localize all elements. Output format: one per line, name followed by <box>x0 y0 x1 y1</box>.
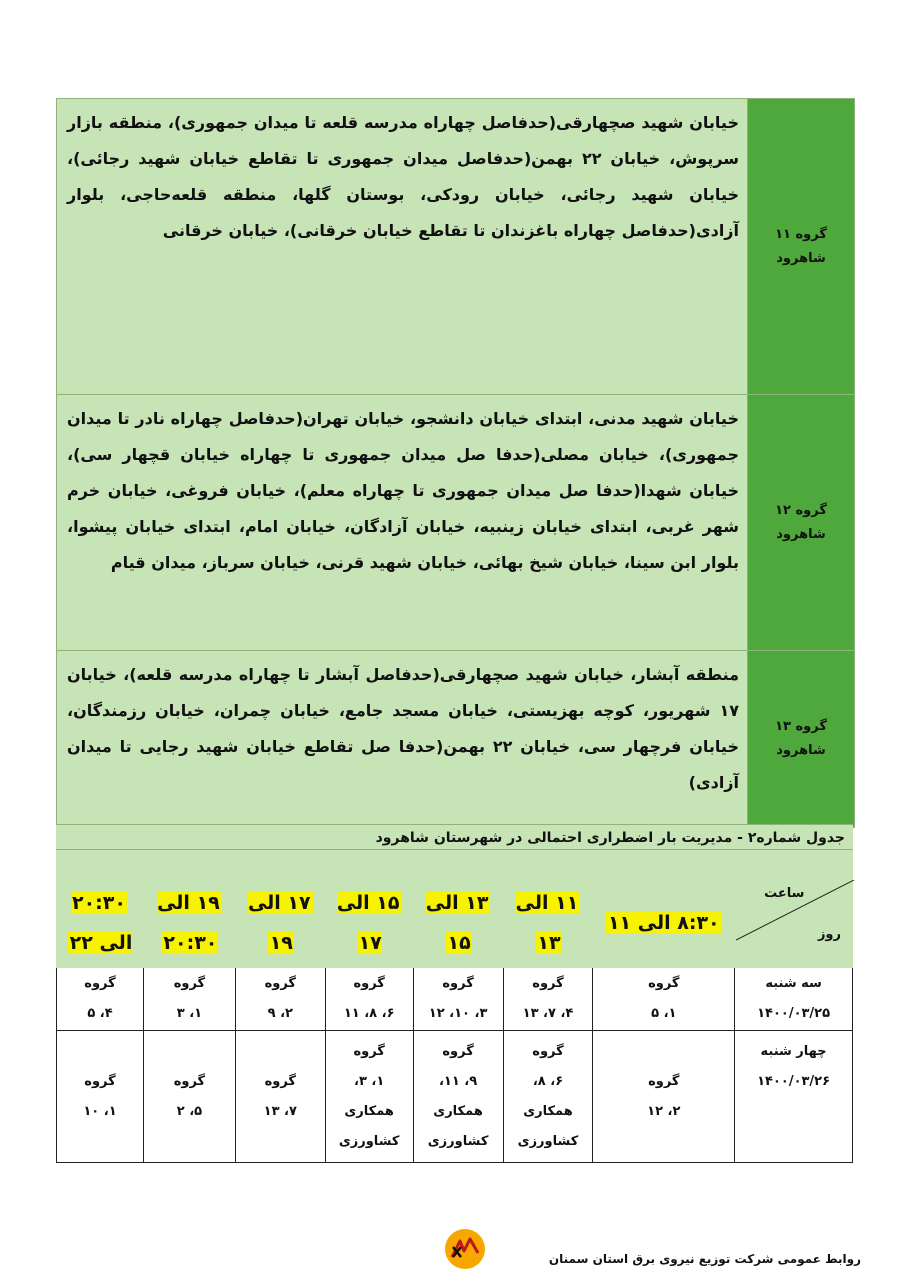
area-description: خیابان شهید صچهارقی(حدفاصل چهاراه مدرسه قلعه تا میدان جمهوری)، منطقه بازار سرپوش، خیابان ۲۲ بهمن(حدفاصل میدان جمهوری تا تقاطع خیابان شهید رجائی)، خیابان شهید رجائی، خیابان رودکی، بوستان گلها، منطقه قلعه‌حاجی، بلوار آزادی(حدفاصل چهاراه باغزندان تا تقاطع خیابان خرقانی)، خیابان خرقانی <box>57 99 747 394</box>
time-slot-label: ۲۰:۳۰ الی ۲۲ <box>69 892 133 954</box>
corner-hour-label: ساعت <box>764 886 805 901</box>
time-slot-label: ۱۳ الی ۱۵ <box>425 892 489 954</box>
time-slot-header <box>325 879 413 968</box>
cell-line: ۲، ۱۲ <box>647 1103 681 1119</box>
day-name: سه شنبه <box>765 976 822 991</box>
company-logo-icon <box>443 1227 487 1271</box>
footer-credit: روابط عمومی شرکت توزیع نیروی برق استان سمنان <box>548 1252 861 1266</box>
table-caption: جدول شماره۲ - مدیریت بار اضطراری احتمالی در شهرستان شاهرود <box>56 824 853 850</box>
schedule-cell <box>235 1031 325 1163</box>
cell-line: گروه <box>353 976 385 991</box>
area-description: خیابان شهید مدنی، ابتدای خیابان دانشجو، خیابان تهران(حدفاصل چهاراه نادر تا میدان جمهوری)، خیابان مصلی(حدفا صل میدان جمهوری تا چهاراه خیابان قچهار سی)، خیابان شهدا(حدفا صل میدان جمهوری تا چهاراه معلم)، خیابان فروغی، خیابان خرم شهر غربی، ابتدای خیابان زینبیه، خیابان آزادگان، خیابان امام، ابتدای خیابان پیشوا، بلوار ابن سینا، خیابان شیخ بهائی، خیابان شهید قرنی، خیابان سرباز، میدان قیام <box>57 395 747 650</box>
schedule-cell <box>413 968 503 1031</box>
cell-line: ۷، ۱۳ <box>263 1103 297 1119</box>
schedule-cell <box>143 1031 235 1163</box>
area-group-cell <box>747 395 854 650</box>
time-slot-header <box>235 879 325 968</box>
cell-line: همکاری <box>523 1103 573 1119</box>
time-slot-label: ۸:۳۰ الی ۱۱ <box>607 912 720 934</box>
area-row <box>57 651 854 827</box>
cell-line: ۱، ۳ <box>176 1006 203 1021</box>
cell-line: همکاری <box>344 1103 394 1119</box>
time-slot-label: ۱۷ الی ۱۹ <box>247 892 311 954</box>
time-slot-label: ۱۵ الی ۱۷ <box>336 892 400 954</box>
cell-line: گروه <box>442 1043 474 1059</box>
cell-line: ۴، ۷، ۱۳ <box>522 1006 574 1021</box>
cell-line: ۹، ۱۱، <box>438 1073 478 1089</box>
schedule-cell <box>325 968 413 1031</box>
areas-table <box>56 98 855 828</box>
cell-line: همکاری <box>433 1103 483 1119</box>
schedule-cell <box>503 968 593 1031</box>
cell-line: ۲، ۹ <box>267 1006 293 1021</box>
day-date: ۱۴۰۰/۰۳/۲۵ <box>757 1006 831 1021</box>
area-group-cell <box>747 651 854 827</box>
schedule-cell <box>593 968 735 1031</box>
schedule-cell <box>413 1031 503 1163</box>
schedule-cell <box>235 968 325 1031</box>
cell-line: گروه <box>264 976 296 991</box>
city-label: شاهرود <box>776 743 826 758</box>
schedule-row <box>57 1031 853 1163</box>
area-row <box>57 99 854 395</box>
time-slot-label: ۱۹ الی ۲۰:۳۰ <box>157 892 220 954</box>
cell-line: ۵، ۲ <box>176 1103 203 1119</box>
city-label: شاهرود <box>776 250 826 266</box>
city-label: شاهرود <box>776 526 826 542</box>
schedule-row <box>57 968 853 1031</box>
cell-line: ۶، ۸، <box>532 1073 564 1089</box>
day-cell <box>735 968 853 1031</box>
cell-line: کشاورزی <box>427 1133 489 1149</box>
area-row <box>57 395 854 651</box>
group-label: گروه ۱۱ <box>775 226 827 242</box>
group-label: گروه ۱۲ <box>775 502 827 518</box>
schedule-table <box>56 878 853 1163</box>
area-group-cell <box>747 99 854 394</box>
schedule-cell <box>57 1031 144 1163</box>
time-slot-header <box>143 879 235 968</box>
cell-line: گروه <box>648 1073 680 1089</box>
area-description: منطقه آبشار، خیابان شهید صچهارقی(حدفاصل آبشار تا چهاراه مدرسه قلعه)، خیابان ۱۷ شهریور، کوچه بهزیستی، خیابان مسجد جامع، خیابان چمران، خیابان رزمندگان، خیابان فرچهار سی، خیابان ۲۲ بهمن(حدفا صل تقاطع خیابان شهید رجایی تا میدان آزادی) <box>57 651 747 827</box>
time-slot-header <box>413 879 503 968</box>
cell-line: گروه <box>84 1073 116 1089</box>
day-name: چهار شنبه <box>760 1044 827 1059</box>
cell-line: گروه <box>264 1073 296 1089</box>
cell-line: کشاورزی <box>517 1133 579 1149</box>
time-slot-label: ۱۱ الی ۱۳ <box>515 892 579 954</box>
cell-line: گروه <box>532 976 564 991</box>
cell-line: گروه <box>173 1073 206 1089</box>
schedule-cell <box>57 968 144 1031</box>
cell-line: کشاورزی <box>338 1133 400 1149</box>
cell-line: ۱، ۱۰ <box>83 1103 117 1119</box>
time-slot-header <box>57 879 144 968</box>
time-slot-header <box>593 879 735 968</box>
time-slot-header <box>503 879 593 968</box>
cell-line: ۴، ۵ <box>87 1006 113 1021</box>
cell-line: ۳، ۱۰، ۱۲ <box>428 1006 488 1021</box>
schedule-cell <box>503 1031 593 1163</box>
cell-line: گروه <box>442 976 474 991</box>
schedule-cell <box>325 1031 413 1163</box>
cell-line: گروه <box>84 976 116 991</box>
cell-line: گروه <box>173 976 206 991</box>
day-cell <box>735 1031 853 1163</box>
cell-line: گروه <box>648 976 680 991</box>
cell-line: گروه <box>532 1043 564 1059</box>
schedule-cell <box>593 1031 735 1163</box>
day-date: ۱۴۰۰/۰۳/۲۶ <box>757 1074 831 1089</box>
caption-spacer <box>56 850 853 878</box>
schedule-header-row <box>57 879 853 968</box>
corner-day-label: روز <box>817 927 841 942</box>
cell-line: ۱، ۵ <box>651 1006 677 1021</box>
cell-line: گروه <box>353 1043 385 1059</box>
group-label: گروه ۱۳ <box>775 719 827 734</box>
corner-cell <box>735 879 853 968</box>
cell-line: ۱، ۳، <box>354 1073 385 1089</box>
cell-line: ۶، ۸، ۱۱ <box>343 1006 395 1021</box>
schedule-cell <box>143 968 235 1031</box>
